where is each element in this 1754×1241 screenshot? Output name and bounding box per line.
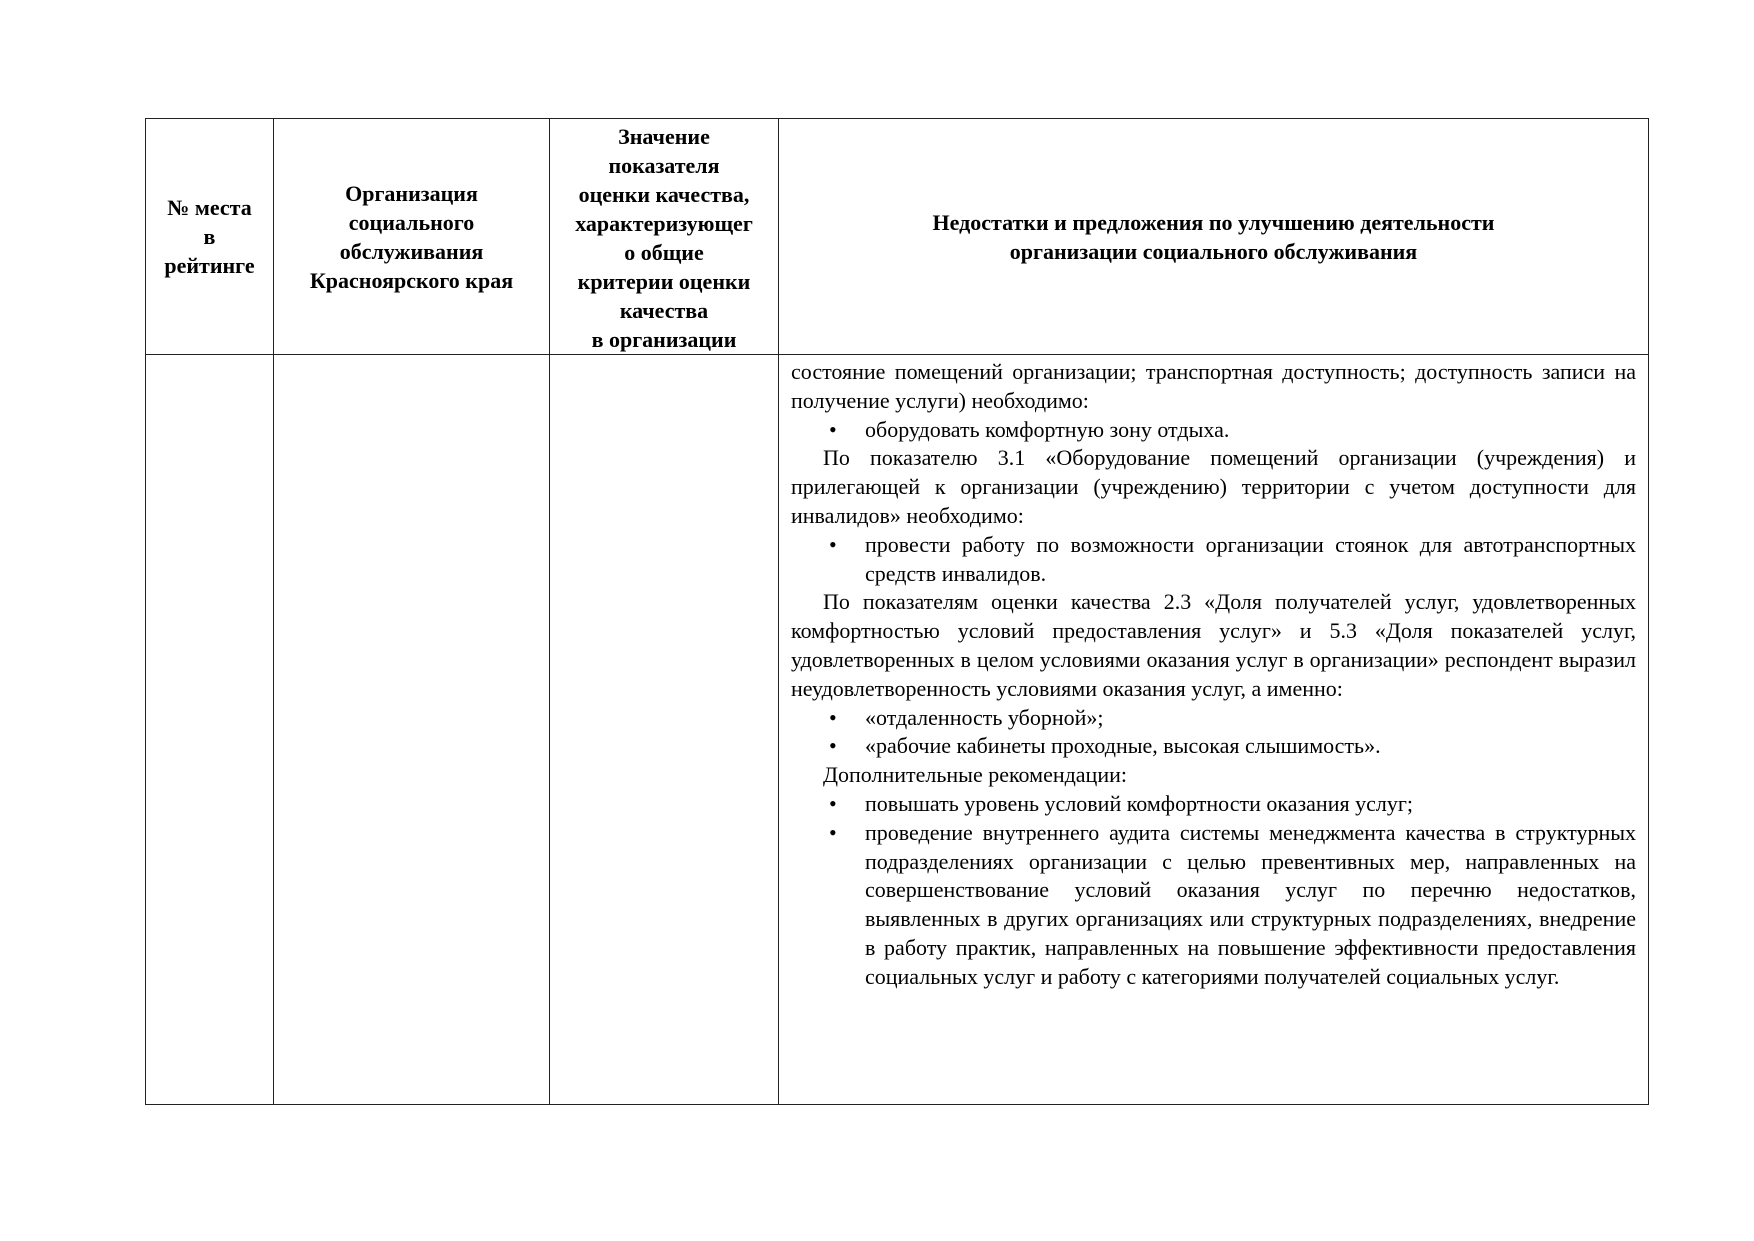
bullet-icon: • xyxy=(829,416,837,442)
header-notes-line: Недостатки и предложения по улучшению деятельности xyxy=(932,209,1495,235)
rating-table xyxy=(145,118,1649,1105)
header-organization-line: Красноярского края xyxy=(309,267,514,293)
header-value-line: Значение xyxy=(618,124,710,149)
header-organization-line: социального xyxy=(348,209,475,235)
list-item xyxy=(791,416,1636,445)
notes-paragraph: По показателям оценки качества 2.3 «Доля получателей услуг, удовлетворенных комфортностью условий предоставления услуг» и 5.3 «Доля показателей услуг, удовлетворенных в целом условиями оказания услуг в организации» респондент выразил неудовлетворенность условиями оказания услуг, а именно: xyxy=(791,589,1636,701)
header-value-line: критерии оценки xyxy=(577,269,751,294)
cell-organization xyxy=(274,355,550,1105)
bullet-icon: • xyxy=(829,531,837,557)
notes-list xyxy=(791,704,1636,762)
header-rank xyxy=(146,119,274,355)
list-item-text: оборудовать комфортную зону отдыха. xyxy=(865,416,1230,442)
list-item-text: проведение внутреннего аудита системы менеджмента качества в структурных подразделениях организации с целью превентивных мер, направленных на совершенствование условий оказания услуг по перечню недостатков, выявленных в других организациях или структурных подразделениях, внедрение в работу практик, направленных на повышение эффективности предоставления социальных услуг и работу с категориями получателей социальных услуг. xyxy=(865,819,1636,989)
cell-notes xyxy=(779,355,1649,1105)
list-item xyxy=(791,790,1636,819)
list-item xyxy=(791,704,1636,733)
bullet-icon: • xyxy=(829,819,837,845)
header-value-line: характеризующег xyxy=(575,211,753,236)
notes-list xyxy=(791,531,1636,589)
notes-paragraph: Дополнительные рекомендации: xyxy=(823,762,1127,788)
header-value-line: оценки качества, xyxy=(578,182,750,207)
header-organization-line: обслуживания xyxy=(339,238,484,264)
bullet-icon: • xyxy=(829,733,837,759)
header-organization-line: Организация xyxy=(345,180,478,206)
notes-paragraph: состояние помещений организации; транспортная доступность; доступность записи на получение услуги) необходимо: xyxy=(791,359,1636,413)
bullet-icon: • xyxy=(829,790,837,816)
header-notes-line: организации социального обслуживания xyxy=(1009,238,1418,264)
header-row xyxy=(146,119,1649,355)
cell-value xyxy=(550,355,779,1105)
bullet-icon: • xyxy=(829,704,837,730)
notes-list xyxy=(791,790,1636,992)
header-notes xyxy=(779,119,1649,355)
list-item xyxy=(791,819,1636,992)
table-row xyxy=(146,355,1649,1105)
list-item-text: повышать уровень условий комфортности оказания услуг; xyxy=(865,790,1413,816)
header-organization xyxy=(274,119,550,355)
header-rank-line: в xyxy=(203,224,216,249)
list-item-text: «рабочие кабинеты проходные, высокая слышимость». xyxy=(865,733,1381,759)
header-rank-line: рейтинге xyxy=(164,253,255,278)
list-item xyxy=(791,531,1636,589)
list-item xyxy=(791,732,1636,761)
list-item-text: провести работу по возможности организации стоянок для автотранспортных средств инвалидов. xyxy=(865,531,1636,586)
notes-paragraph: По показателю 3.1 «Оборудование помещений организации (учреждения) и прилегающей к организации (учреждению) территории с учетом доступности для инвалидов» необходимо: xyxy=(791,445,1636,528)
header-value-line: показателя xyxy=(608,153,720,178)
header-value-line: о общие xyxy=(624,240,704,265)
cell-rank xyxy=(146,355,274,1105)
header-value xyxy=(550,119,779,355)
header-value-line: качества xyxy=(619,298,709,323)
header-value-line: в организации xyxy=(591,327,737,352)
notes-list xyxy=(791,416,1636,445)
header-rank-line: № места xyxy=(167,195,252,220)
list-item-text: «отдаленность уборной»; xyxy=(865,704,1104,730)
